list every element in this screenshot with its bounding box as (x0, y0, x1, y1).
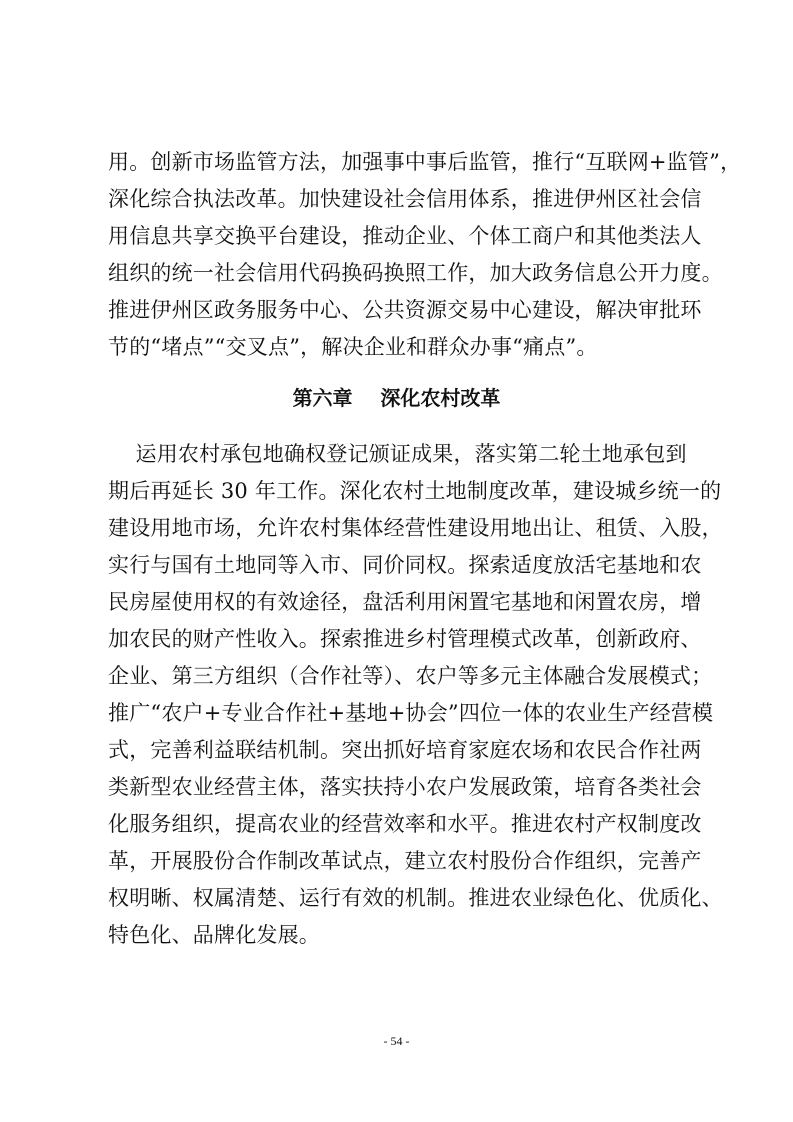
paragraph-line: 深化综合执法改革。加快建设社会信用体系，推进伊州区社会信 (108, 187, 702, 211)
paragraph-line: 期后再延长 30 年工作。深化农村土地制度改革，建设城乡统一的 (108, 479, 722, 503)
paragraph-line: 建设用地市场，允许农村集体经营性建设用地出让、租赁、入股， (108, 516, 723, 540)
paragraph-line: 加农民的财产性收入。探索推进乡村管理模式改革，创新政府、 (108, 627, 702, 651)
paragraph-line: 权明晰、权属清楚、运行有效的机制。推进农业绿色化、优质化、 (108, 886, 723, 910)
page-number: - 54 - (383, 1034, 410, 1048)
paragraph-line: 推进伊州区政务服务中心、公共资源交易中心建设，解决审批环 (108, 298, 702, 322)
paragraph-line: 用信息共享交换平台建设，推动企业、个体工商户和其他类法人 (108, 224, 702, 248)
paragraph-line: 革，开展股份合作制改革试点，建立农村股份合作组织，完善产 (108, 849, 702, 873)
paragraph-line: 类新型农业经营主体，落实扶持小农户发展政策，培育各类社会 (108, 775, 702, 799)
paragraph-line: 节的“堵点”“交叉点”，解决企业和群众办事“痛点”。 (108, 335, 598, 359)
paragraph-line: 化服务组织，提高农业的经营效率和水平。推进农村产权制度改 (108, 812, 702, 836)
paragraph-line: 实行与国有土地同等入市、同价同权。探索适度放活宅基地和农 (108, 553, 702, 577)
paragraph-line: 用。创新市场监管方法，加强事中事后监管，推行“互联网+监管”， (108, 150, 742, 174)
paragraph-line: 特色化、品牌化发展。 (108, 923, 320, 947)
paragraph-line: 式，完善利益联结机制。突出抓好培育家庭农场和农民合作社两 (108, 738, 702, 762)
paragraph-line: 运用农村承包地确权登记颁证成果，落实第二轮土地承包到 (108, 442, 687, 466)
paragraph-line: 推广“农户+专业合作社+基地+协会”四位一体的农业生产经营模 (108, 701, 714, 725)
paragraph-line: 企业、第三方组织（合作社等）、农户等多元主体融合发展模式； (108, 664, 713, 688)
paragraph-line: 组织的统一社会信用代码换码换照工作，加大政务信息公开力度。 (108, 261, 723, 285)
chapter-heading: 第六章 深化农村改革 (292, 386, 501, 410)
paragraph-line: 民房屋使用权的有效途径，盘活利用闲置宅基地和闲置农房，增 (108, 590, 702, 614)
